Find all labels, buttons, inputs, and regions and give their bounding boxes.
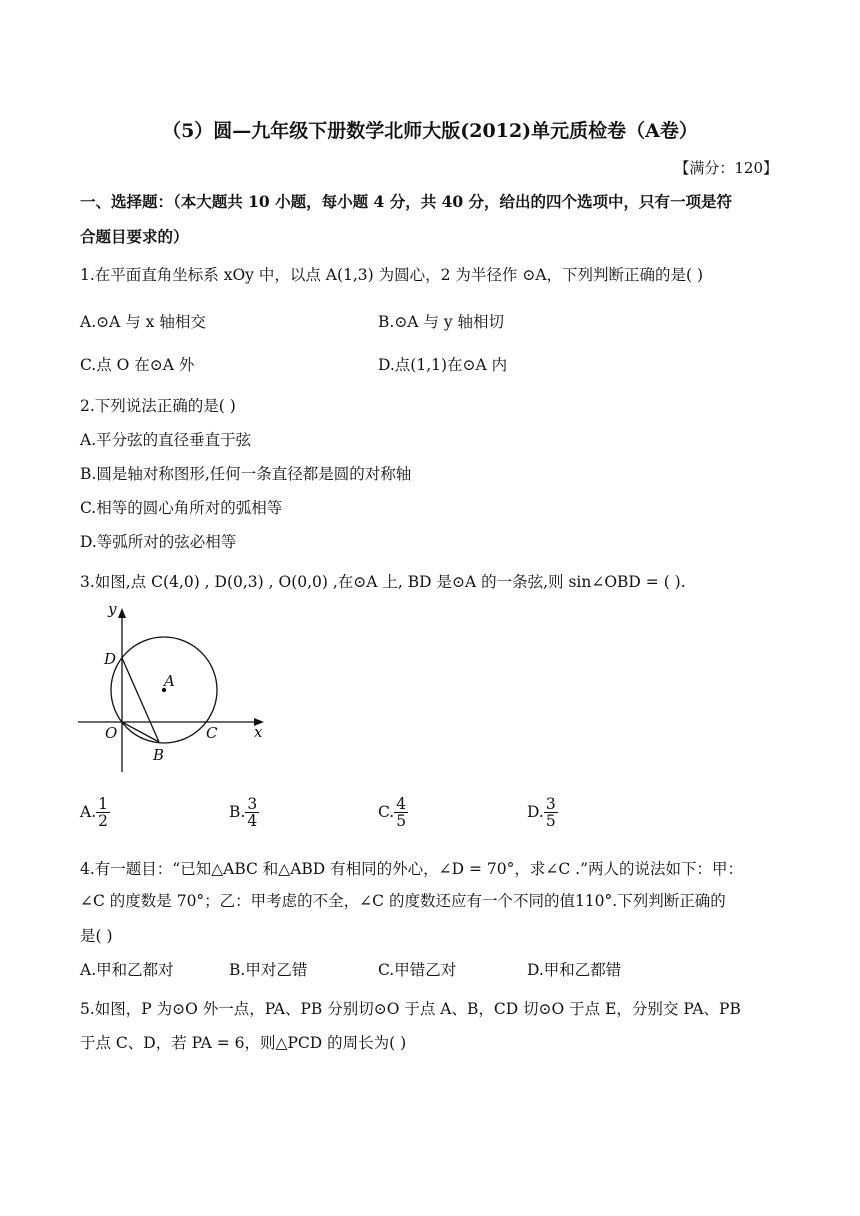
- question-2-stem: 2.下列说法正确的是( ): [80, 397, 236, 415]
- question-2-option-b: B.圆是轴对称图形,任何一条直径都是圆的对称轴: [80, 465, 412, 483]
- label-c: C: [206, 724, 218, 742]
- question-1-option-a: A.⊙A 与 x 轴相交: [80, 313, 206, 331]
- question-4-option-a: A.甲和乙都对: [80, 961, 174, 979]
- question-4-stem-line2: ∠C 的度数是 70°；乙：甲考虑的不全，∠C 的度数还应有一个不同的值110°.下列判断正确的: [80, 892, 726, 910]
- question-3-stem: 3.如图,点 C(4,0) , D(0,3) , O(0,0) ,在⊙A 上, BD 是⊙A 的一条弦,则 sin∠OBD = ( ).: [80, 573, 686, 591]
- question-3-option-b: B. $\frac{3}{4}$: [229, 795, 258, 831]
- question-4-stem-line1: 4.有一题目：“已知△ABC 和△ABD 有相同的外心，∠D = 70°，求∠C .”两人的说法如下：甲：: [80, 860, 744, 878]
- question-3-figure: [74, 600, 274, 780]
- section-header: 一、选择题：（本大题共 10 小题，每小题 4 分，共 40 分，给出的四个选项中，只有一项是符: [80, 192, 733, 211]
- question-1-option-b: B.⊙A 与 y 轴相切: [378, 313, 505, 331]
- question-3-option-a: A. $\frac{1}{2}$: [80, 795, 108, 831]
- question-4-stem-line3: 是( ): [80, 927, 113, 945]
- y-axis-arrow-icon: [118, 608, 126, 618]
- question-2-option-a: A.平分弦的直径垂直于弦: [80, 431, 252, 449]
- question-1-stem: 1.在平面直角坐标系 xOy 中，以点 A(1,3) 为圆心，2 为半径作 ⊙A，下列判断正确的是( ): [80, 266, 704, 284]
- question-4-option-b: B.甲对乙错: [229, 961, 308, 979]
- page-title: （5）圆—九年级下册数学北师大版(2012)单元质检卷（A卷）: [162, 120, 698, 142]
- question-1-option-d: D.点(1,1)在⊙A 内: [378, 356, 508, 374]
- label-a: A: [164, 672, 175, 690]
- label-b: B: [153, 746, 165, 764]
- question-3-option-c: C. $\frac{4}{5}$: [378, 795, 407, 831]
- question-2-option-d: D.等弧所对的弦必相等: [80, 533, 237, 551]
- question-3-option-d: D. $\frac{3}{5}$: [527, 795, 556, 831]
- label-d: D: [104, 650, 117, 668]
- section-header-cont: 合题目要求的）: [80, 227, 189, 246]
- full-score: 【满分：120】: [674, 159, 778, 177]
- question-5-stem-line2: 于点 C、D，若 PA = 6，则△PCD 的周长为( ): [80, 1034, 407, 1052]
- label-x: x: [254, 723, 263, 741]
- question-2-option-c: C.相等的圆心角所对的弧相等: [80, 499, 283, 517]
- segment-ob: [122, 722, 159, 742]
- label-o: O: [105, 724, 118, 742]
- label-y: y: [108, 600, 117, 618]
- question-1-option-c: C.点 O 在⊙A 外: [80, 356, 195, 374]
- question-4-option-d: D.甲和乙都错: [527, 961, 622, 979]
- chord-bd: [122, 658, 159, 742]
- question-4-option-c: C.甲错乙对: [378, 961, 457, 979]
- question-5-stem-line1: 5.如图，P 为⊙O 外一点，PA、PB 分别切⊙O 于点 A、B，CD 切⊙O 于点 E，分别交 PA、PB: [80, 1000, 741, 1018]
